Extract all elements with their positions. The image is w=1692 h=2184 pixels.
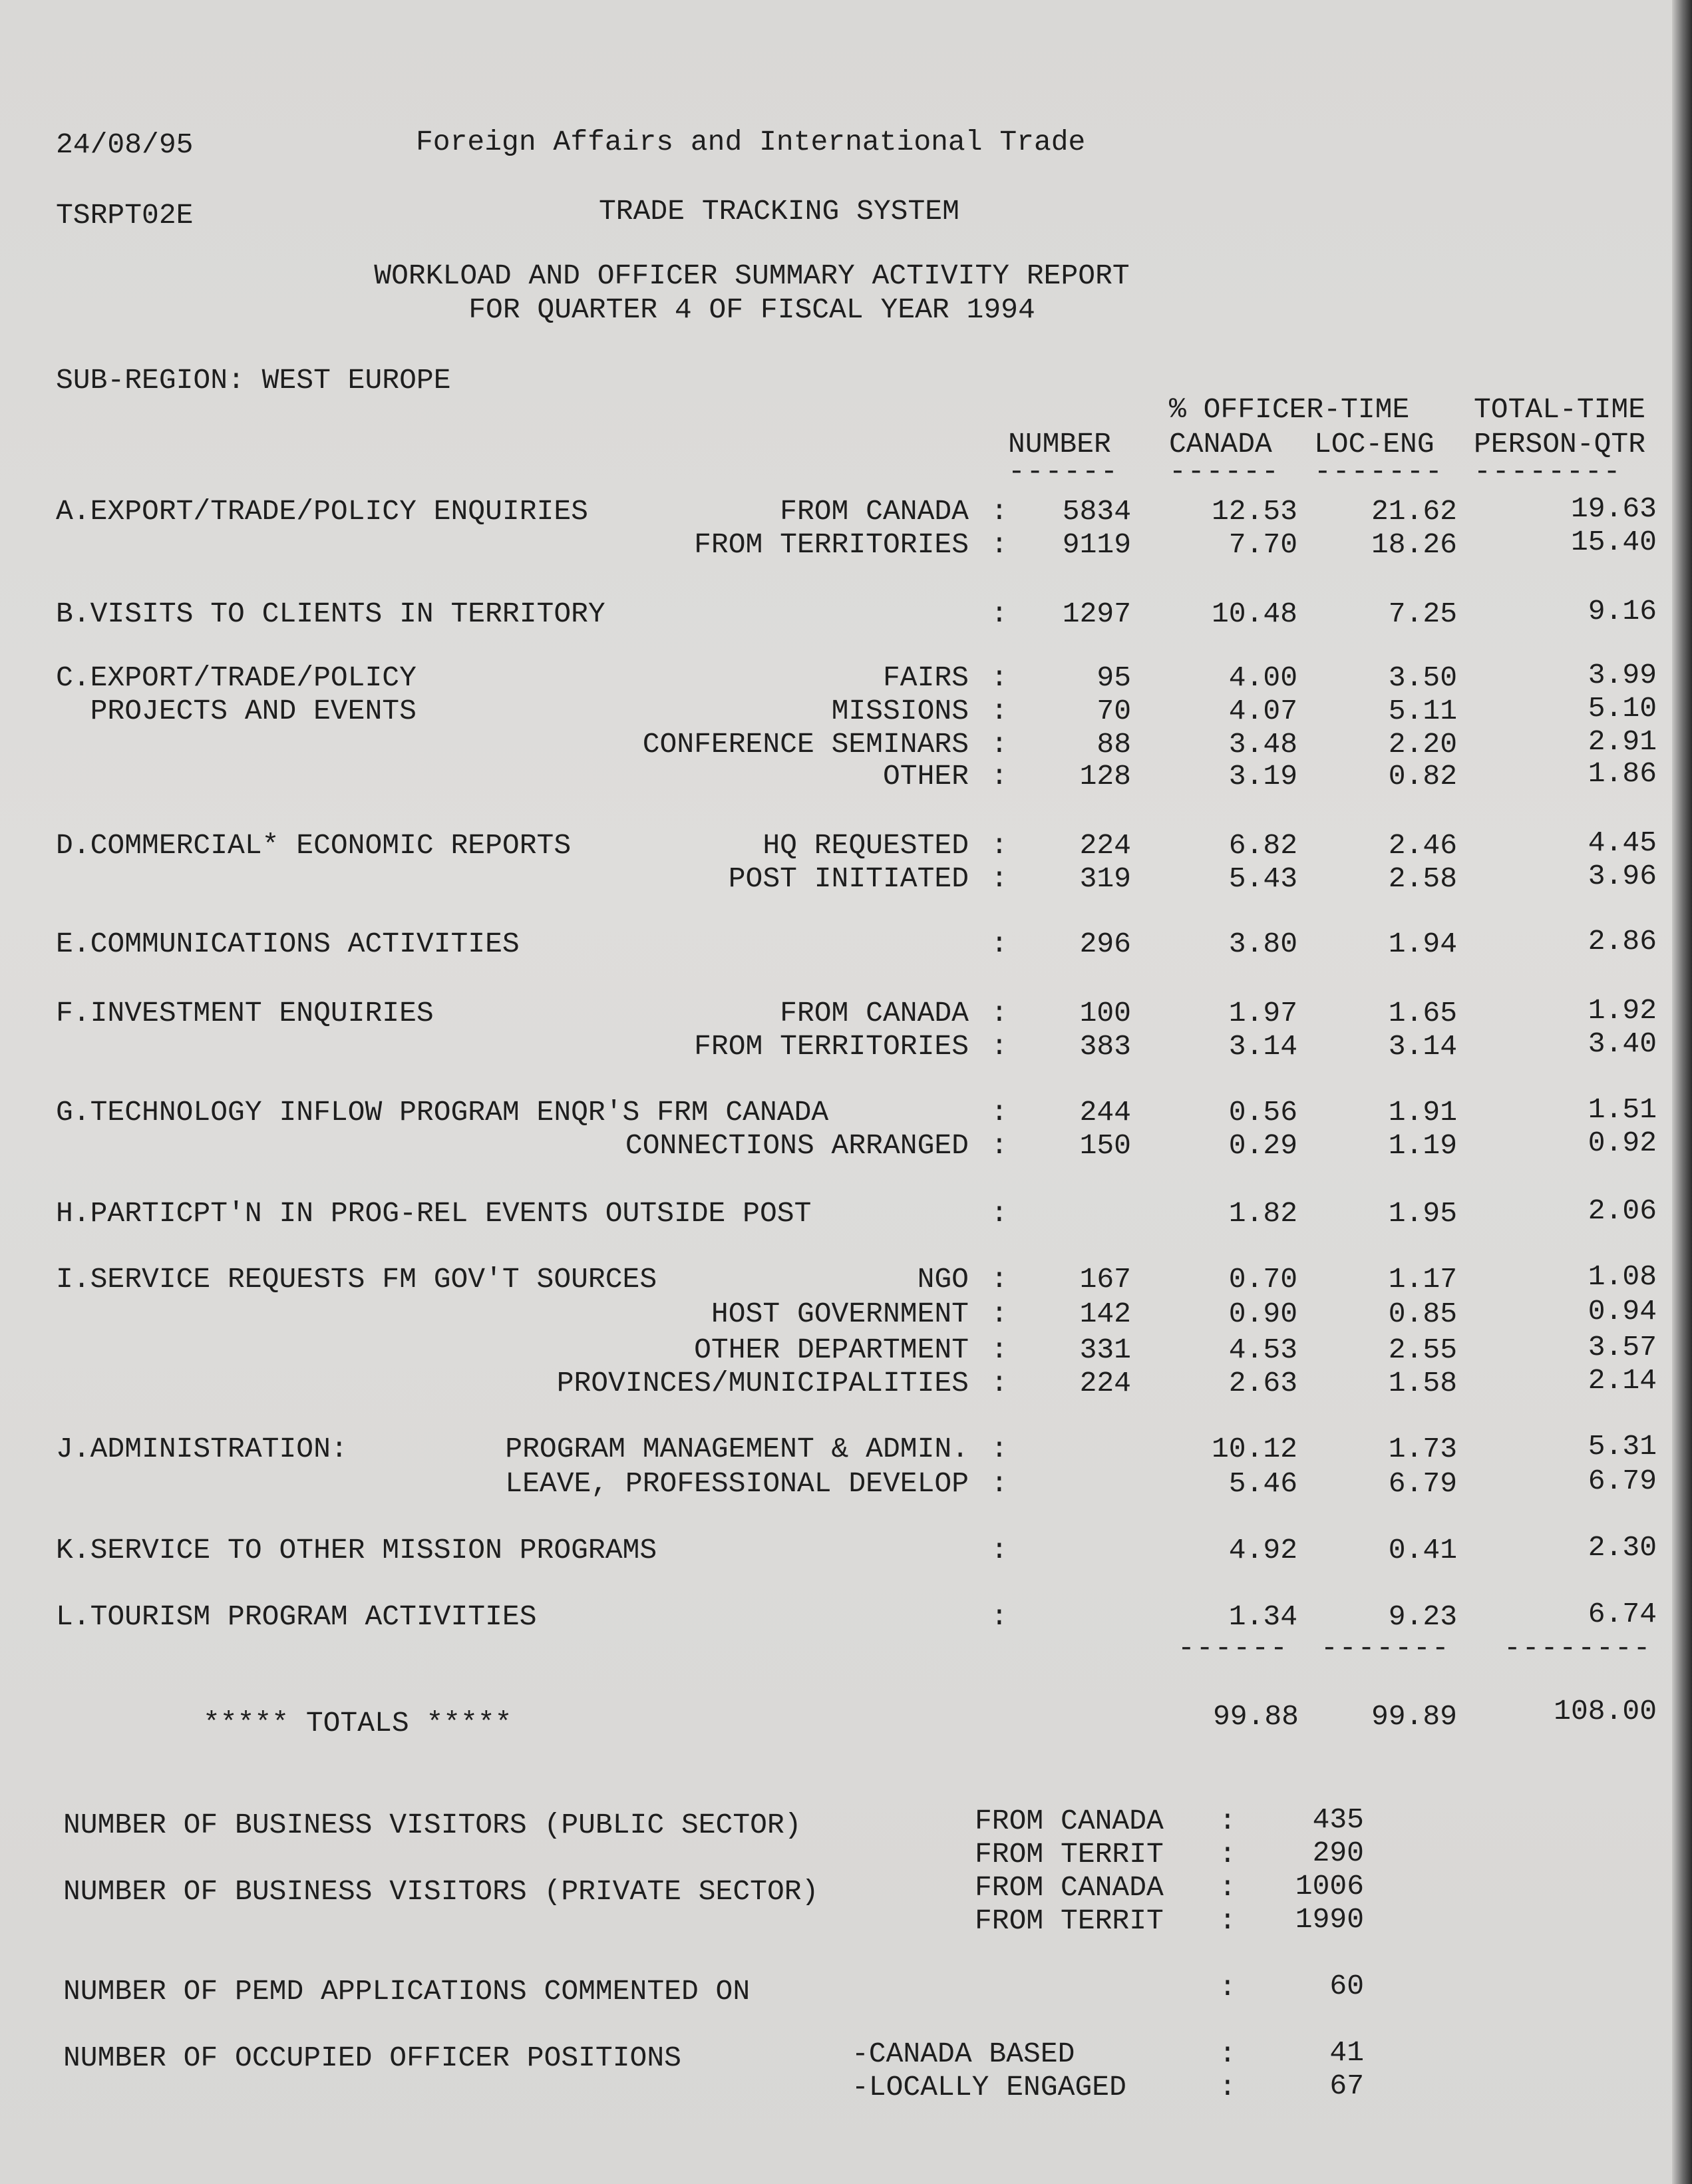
- row-number: 167: [1079, 1263, 1131, 1296]
- row-sublabel: OTHER: [882, 760, 969, 793]
- row-label: E.COMMUNICATIONS ACTIVITIES: [56, 928, 520, 960]
- summary-value: 435: [1312, 1803, 1364, 1836]
- system-name: TRADE TRACKING SYSTEM: [599, 195, 959, 228]
- row-canada-pct: 12.53: [1211, 495, 1297, 528]
- row-colon: :: [991, 1367, 1008, 1399]
- row-person-qtr: 4.45: [1588, 826, 1657, 859]
- row-colon: :: [991, 862, 1008, 895]
- row-colon: :: [991, 1467, 1008, 1500]
- row-number: 128: [1079, 760, 1131, 793]
- loc-eng-header: LOC-ENG: [1314, 428, 1435, 460]
- summary-colon: :: [1219, 2038, 1236, 2070]
- row-colon: :: [991, 1263, 1008, 1296]
- row-loc-eng-pct: 1.58: [1388, 1367, 1457, 1399]
- row-number: 142: [1079, 1298, 1131, 1330]
- row-sublabel: FROM CANADA: [780, 495, 969, 528]
- row-canada-pct: 3.14: [1228, 1030, 1297, 1063]
- row-label: D.COMMERCIAL* ECONOMIC REPORTS: [56, 829, 572, 862]
- row-label: A.EXPORT/TRADE/POLICY ENQUIRIES: [56, 495, 588, 528]
- canada-total-underline: ------: [1178, 1632, 1289, 1664]
- row-person-qtr: 1.92: [1588, 994, 1657, 1027]
- row-canada-pct: 1.97: [1228, 997, 1297, 1029]
- row-canada-pct: 3.80: [1228, 928, 1297, 960]
- summary-value: 1006: [1295, 1870, 1364, 1903]
- row-loc-eng-pct: 0.85: [1388, 1298, 1457, 1330]
- row-canada-pct: 4.00: [1228, 661, 1297, 694]
- row-loc-eng-pct: 1.91: [1388, 1096, 1457, 1129]
- row-loc-eng-pct: 2.58: [1388, 862, 1457, 895]
- row-sublabel: HQ REQUESTED: [762, 829, 969, 862]
- sub-region: SUB-REGION: WEST EUROPE: [56, 364, 451, 397]
- row-colon: :: [991, 1298, 1008, 1330]
- row-person-qtr: 2.91: [1588, 725, 1657, 758]
- row-number: 70: [1097, 695, 1131, 727]
- row-person-qtr: 6.79: [1588, 1465, 1657, 1497]
- person-qtr-header: PERSON-QTR: [1474, 428, 1646, 460]
- row-canada-pct: 3.19: [1228, 760, 1297, 793]
- row-sublabel: NGO: [917, 1263, 969, 1296]
- row-loc-eng-pct: 0.82: [1388, 760, 1457, 793]
- row-canada-pct: 4.07: [1228, 695, 1297, 727]
- row-person-qtr: 3.57: [1588, 1331, 1657, 1364]
- row-canada-pct: 2.63: [1228, 1367, 1297, 1399]
- row-colon: :: [991, 997, 1008, 1029]
- row-sublabel: PROGRAM MANAGEMENT & ADMIN.: [505, 1433, 969, 1465]
- row-canada-pct: 0.29: [1228, 1129, 1297, 1162]
- row-person-qtr: 1.08: [1588, 1260, 1657, 1293]
- row-number: 224: [1079, 1367, 1131, 1399]
- summary-sublabel: FROM TERRIT: [975, 1905, 1164, 1937]
- row-canada-pct: 0.90: [1228, 1298, 1297, 1330]
- row-number: 331: [1079, 1334, 1131, 1366]
- row-person-qtr: 1.51: [1588, 1093, 1657, 1126]
- row-loc-eng-pct: 9.23: [1388, 1600, 1457, 1633]
- person-total-underline: --------: [1504, 1632, 1652, 1664]
- row-person-qtr: 2.06: [1588, 1194, 1657, 1227]
- row-sublabel: FROM TERRITORIES: [694, 1030, 969, 1063]
- row-colon: :: [991, 1096, 1008, 1129]
- row-number: 88: [1097, 728, 1131, 761]
- row-colon: :: [991, 1334, 1008, 1366]
- row-colon: :: [991, 829, 1008, 862]
- row-colon: :: [991, 1433, 1008, 1465]
- row-loc-eng-pct: 2.46: [1388, 829, 1457, 862]
- row-loc-eng-pct: 1.94: [1388, 928, 1457, 960]
- row-canada-pct: 0.70: [1228, 1263, 1297, 1296]
- row-loc-eng-pct: 21.62: [1371, 495, 1457, 528]
- row-colon: :: [991, 928, 1008, 960]
- row-colon: :: [991, 1030, 1008, 1063]
- row-sublabel: LEAVE, PROFESSIONAL DEVELOP: [505, 1467, 969, 1500]
- row-loc-eng-pct: 1.95: [1388, 1197, 1457, 1230]
- row-canada-pct: 6.82: [1228, 829, 1297, 862]
- row-number: 244: [1079, 1096, 1131, 1129]
- page-edge-shadow: [1672, 0, 1692, 2184]
- row-colon: :: [991, 661, 1008, 694]
- row-colon: :: [991, 598, 1008, 630]
- row-label: G.TECHNOLOGY INFLOW PROGRAM ENQR'S FRM CANADA: [56, 1096, 829, 1129]
- row-colon: :: [991, 528, 1008, 561]
- row-loc-eng-pct: 1.19: [1388, 1129, 1457, 1162]
- row-person-qtr: 0.94: [1588, 1295, 1657, 1328]
- row-label: L.TOURISM PROGRAM ACTIVITIES: [56, 1600, 537, 1633]
- row-sublabel: HOST GOVERNMENT: [711, 1298, 969, 1330]
- report-date: 24/08/95: [56, 128, 194, 161]
- row-label: K.SERVICE TO OTHER MISSION PROGRAMS: [56, 1534, 657, 1566]
- row-number: 1297: [1062, 598, 1131, 630]
- row-sublabel: FROM TERRITORIES: [694, 528, 969, 561]
- row-canada-pct: 1.34: [1228, 1600, 1297, 1633]
- pct-officer-time-header: % OFFICER-TIME: [1169, 393, 1410, 426]
- row-person-qtr: 15.40: [1570, 526, 1657, 558]
- canada-underline: ------: [1169, 455, 1280, 488]
- report-title-line2: FOR QUARTER 4 OF FISCAL YEAR 1994: [468, 293, 1035, 326]
- row-label: C.EXPORT/TRADE/POLICY: [56, 661, 417, 694]
- summary-sublabel: FROM CANADA: [975, 1871, 1164, 1904]
- row-person-qtr: 9.16: [1588, 595, 1657, 628]
- row-number: 5834: [1062, 495, 1131, 528]
- summary-colon: :: [1219, 1805, 1236, 1837]
- summary-label: NUMBER OF BUSINESS VISITORS (PUBLIC SECTOR): [63, 1809, 802, 1841]
- row-label: H.PARTICPT'N IN PROG-REL EVENTS OUTSIDE POST: [56, 1197, 812, 1230]
- row-number: 383: [1079, 1030, 1131, 1063]
- summary-value: 67: [1329, 2070, 1364, 2102]
- row-colon: :: [991, 495, 1008, 528]
- row-loc-eng-pct: 6.79: [1388, 1467, 1457, 1500]
- row-person-qtr: 5.10: [1588, 692, 1657, 725]
- row-sublabel: MISSIONS: [831, 695, 969, 727]
- row-person-qtr: 5.31: [1588, 1430, 1657, 1463]
- summary-sublabel: FROM TERRIT: [975, 1838, 1164, 1871]
- row-person-qtr: 3.99: [1588, 659, 1657, 691]
- row-person-qtr: 3.96: [1588, 860, 1657, 892]
- row-sublabel: CONFERENCE SEMINARS: [642, 728, 969, 761]
- row-loc-eng-pct: 18.26: [1371, 528, 1457, 561]
- row-loc-eng-pct: 1.17: [1388, 1263, 1457, 1296]
- totals-canada: 99.88: [1212, 1700, 1299, 1733]
- summary-colon: :: [1219, 1838, 1236, 1871]
- row-person-qtr: 2.30: [1588, 1531, 1657, 1564]
- row-person-qtr: 2.14: [1588, 1364, 1657, 1397]
- row-number: 150: [1079, 1129, 1131, 1162]
- row-label: PROJECTS AND EVENTS: [56, 695, 417, 727]
- summary-colon: :: [1219, 1871, 1236, 1904]
- row-colon: :: [991, 1197, 1008, 1230]
- row-label: J.ADMINISTRATION:: [56, 1433, 348, 1465]
- totals-person-qtr: 108.00: [1554, 1695, 1657, 1728]
- summary-value: 41: [1329, 2036, 1364, 2069]
- row-colon: :: [991, 1600, 1008, 1633]
- row-canada-pct: 5.43: [1228, 862, 1297, 895]
- row-loc-eng-pct: 5.11: [1388, 695, 1457, 727]
- row-canada-pct: 4.92: [1228, 1534, 1297, 1566]
- row-colon: :: [991, 760, 1008, 793]
- row-canada-pct: 1.82: [1228, 1197, 1297, 1230]
- row-sublabel: OTHER DEPARTMENT: [694, 1334, 969, 1366]
- row-person-qtr: 1.86: [1588, 757, 1657, 790]
- loc-eng-underline: -------: [1314, 455, 1444, 488]
- row-number: 9119: [1062, 528, 1131, 561]
- summary-value: 290: [1312, 1837, 1364, 1869]
- total-time-header: TOTAL-TIME: [1474, 393, 1646, 426]
- row-loc-eng-pct: 3.50: [1388, 661, 1457, 694]
- summary-colon: :: [1219, 1971, 1236, 2004]
- row-colon: :: [991, 728, 1008, 761]
- canada-header: CANADA: [1169, 428, 1272, 460]
- row-colon: :: [991, 695, 1008, 727]
- row-label: I.SERVICE REQUESTS FM GOV'T SOURCES: [56, 1263, 657, 1296]
- row-number: 100: [1079, 997, 1131, 1029]
- summary-sublabel: FROM CANADA: [975, 1805, 1164, 1837]
- report-id: TSRPT02E: [56, 199, 194, 232]
- summary-sublabel: -CANADA BASED: [852, 2038, 1075, 2070]
- row-loc-eng-pct: 1.73: [1388, 1433, 1457, 1465]
- totals-loc-eng: 99.89: [1371, 1700, 1457, 1733]
- row-number: 319: [1079, 862, 1131, 895]
- person-qtr-underline: --------: [1474, 455, 1622, 488]
- summary-sublabel: -LOCALLY ENGAGED: [852, 2071, 1126, 2103]
- row-canada-pct: 10.12: [1211, 1433, 1297, 1465]
- row-number: 296: [1079, 928, 1131, 960]
- report-title-line1: WORKLOAD AND OFFICER SUMMARY ACTIVITY REPORT: [374, 260, 1130, 292]
- row-sublabel: FAIRS: [882, 661, 969, 694]
- row-canada-pct: 0.56: [1228, 1096, 1297, 1129]
- row-canada-pct: 10.48: [1211, 598, 1297, 630]
- summary-colon: :: [1219, 1905, 1236, 1937]
- row-loc-eng-pct: 3.14: [1388, 1030, 1457, 1063]
- row-number: 95: [1097, 661, 1131, 694]
- row-loc-eng-pct: 2.20: [1388, 728, 1457, 761]
- row-sublabel: PROVINCES/MUNICIPALITIES: [556, 1367, 969, 1399]
- summary-label: NUMBER OF BUSINESS VISITORS (PRIVATE SECTOR): [63, 1875, 819, 1908]
- summary-label: NUMBER OF OCCUPIED OFFICER POSITIONS: [63, 2042, 681, 2074]
- row-colon: :: [991, 1129, 1008, 1162]
- row-colon: :: [991, 1534, 1008, 1566]
- row-label: B.VISITS TO CLIENTS IN TERRITORY: [56, 598, 605, 630]
- row-sublabel: POST INITIATED: [728, 862, 969, 895]
- summary-colon: :: [1219, 2071, 1236, 2103]
- row-canada-pct: 7.70: [1228, 528, 1297, 561]
- row-loc-eng-pct: 0.41: [1388, 1534, 1457, 1566]
- totals-label: ***** TOTALS *****: [203, 1707, 512, 1739]
- number-header: NUMBER: [1008, 428, 1111, 460]
- row-sublabel: FROM CANADA: [780, 997, 969, 1029]
- row-canada-pct: 3.48: [1228, 728, 1297, 761]
- row-label: F.INVESTMENT ENQUIRIES: [56, 997, 434, 1029]
- summary-value: 1990: [1295, 1903, 1364, 1936]
- row-person-qtr: 0.92: [1588, 1127, 1657, 1159]
- loc-eng-total-underline: -------: [1321, 1632, 1450, 1664]
- row-person-qtr: 3.40: [1588, 1027, 1657, 1060]
- row-loc-eng-pct: 2.55: [1388, 1334, 1457, 1366]
- summary-label: NUMBER OF PEMD APPLICATIONS COMMENTED ON: [63, 1975, 751, 2008]
- row-number: 224: [1079, 829, 1131, 862]
- row-loc-eng-pct: 1.65: [1388, 997, 1457, 1029]
- row-canada-pct: 5.46: [1228, 1467, 1297, 1500]
- summary-value: 60: [1329, 1970, 1364, 2002]
- row-person-qtr: 6.74: [1588, 1598, 1657, 1630]
- department-name: Foreign Affairs and International Trade: [416, 126, 1086, 158]
- row-sublabel: CONNECTIONS ARRANGED: [625, 1129, 969, 1162]
- number-underline: ------: [1008, 455, 1119, 488]
- row-loc-eng-pct: 7.25: [1388, 598, 1457, 630]
- row-person-qtr: 19.63: [1570, 492, 1657, 525]
- row-canada-pct: 4.53: [1228, 1334, 1297, 1366]
- row-person-qtr: 2.86: [1588, 925, 1657, 958]
